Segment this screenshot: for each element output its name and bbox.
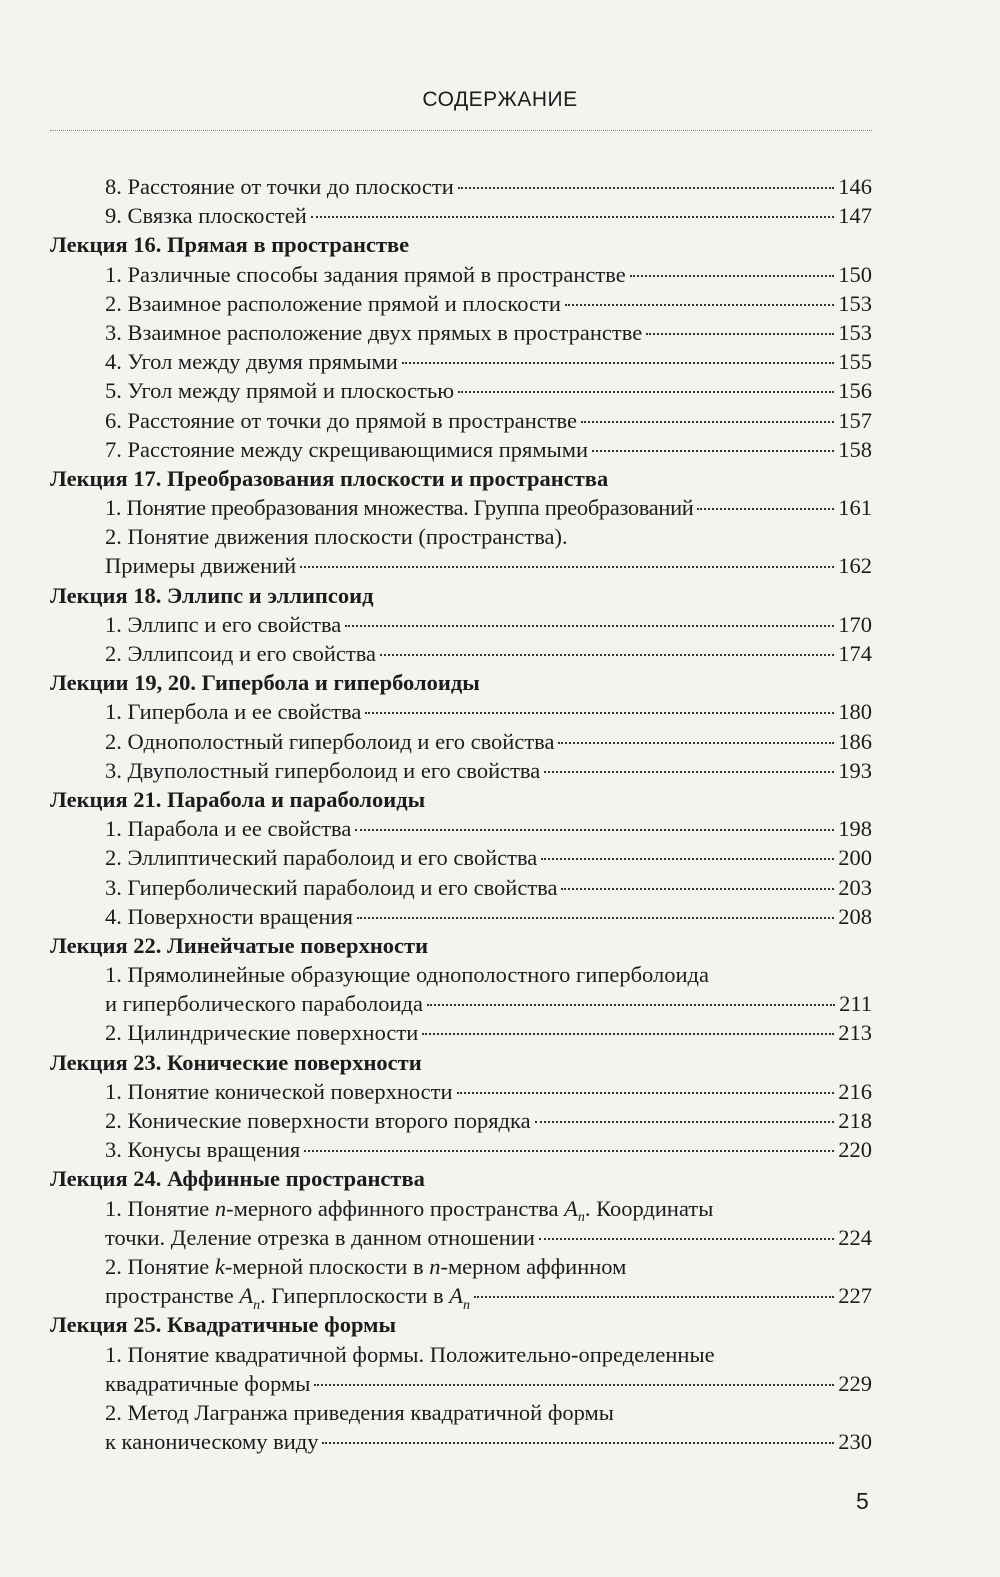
toc-entry-title: 1. Понятие конической поверхности — [105, 1078, 453, 1104]
toc-entry — [50, 727, 872, 756]
lecture-heading: Лекция 16. Прямая в пространстве — [50, 232, 410, 258]
dot-leader — [322, 1442, 834, 1444]
dot-leader — [365, 712, 834, 714]
toc-entry — [50, 201, 872, 230]
toc-entry-title: 1. Прямолинейные образующие однополостного гиперболоида — [105, 962, 709, 988]
toc-entry-title: 1. Понятие квадратичной формы. Положительно-определенные — [105, 1341, 715, 1367]
dot-leader — [539, 1238, 834, 1240]
dot-leader — [380, 654, 834, 656]
toc-entry — [50, 376, 872, 405]
toc-entry-title: 8. Расстояние от точки до плоскости — [105, 174, 454, 199]
toc-entry-title: 4. Угол между двумя прямыми — [105, 349, 398, 375]
toc-page-number: 216 — [838, 1078, 872, 1104]
math-variable: k — [214, 1253, 225, 1279]
toc-page-number: 158 — [838, 436, 872, 462]
toc-entry-title: 1. Различные способы задания прямой в пространстве — [105, 261, 626, 287]
dot-leader — [630, 275, 835, 277]
toc-page-number: 146 — [838, 174, 872, 199]
dot-leader — [300, 566, 834, 568]
dot-leader — [345, 625, 834, 627]
toc-entry — [50, 610, 872, 639]
dot-leader — [422, 1033, 834, 1035]
toc-page-number: 218 — [838, 1108, 872, 1133]
toc-entry-title — [50, 1194, 872, 1226]
toc-page-number: 147 — [838, 203, 872, 229]
lecture-heading: Лекция 21. Парабола и параболоиды — [50, 786, 426, 812]
dot-leader — [458, 391, 834, 393]
dot-leader — [402, 362, 834, 364]
dot-leader — [427, 1004, 835, 1006]
toc-entry — [50, 639, 872, 668]
toc-page-number: 208 — [838, 903, 872, 929]
dot-leader — [474, 1296, 834, 1298]
dot-leader — [355, 829, 834, 831]
dot-leader — [314, 1384, 834, 1386]
toc-page-number: 229 — [838, 1370, 872, 1396]
toc-page-number: 174 — [838, 641, 872, 666]
lecture-heading: Лекция 24. Аффинные пространства — [50, 1166, 425, 1192]
toc-page-number: 230 — [838, 1429, 872, 1455]
toc-page-number: 203 — [838, 874, 872, 900]
toc-entry — [50, 1369, 872, 1398]
toc-entry-continuation: квадратичные формы — [105, 1370, 311, 1396]
toc-entry — [50, 756, 872, 785]
running-head: СОДЕРЖАНИЕ — [422, 88, 578, 111]
toc-entry — [50, 260, 872, 289]
lecture-heading: Лекция 23. Конические поверхности — [50, 1049, 422, 1075]
text-part: пространстве — [105, 1283, 240, 1309]
dot-leader — [561, 888, 834, 890]
toc-entry-title — [50, 1252, 872, 1281]
toc-entry-title: 2. Понятие движения плоскости (пространства). — [105, 524, 568, 550]
header-rule — [50, 130, 872, 131]
toc-entry-continuation: к каноническому виду — [105, 1429, 319, 1455]
toc-entry-title: 2. Конические поверхности второго порядка — [105, 1108, 531, 1133]
toc-entry — [50, 697, 872, 726]
toc-entry — [50, 1281, 872, 1313]
toc-entry-title: 2. Однополостный гиперболоид и его свойства — [105, 728, 555, 754]
toc-entry-continuation: точки. Деление отрезка в данном отношении — [105, 1224, 535, 1250]
toc-entry-title: 9. Связка плоскостей — [105, 203, 307, 229]
text-part: -мерного аффинного пространства — [226, 1195, 565, 1221]
toc-page-number: 224 — [838, 1224, 872, 1250]
toc-entry-title: 5. Угол между прямой и плоскостью — [105, 378, 455, 404]
toc-entry — [50, 814, 872, 843]
toc-page-number: 180 — [838, 699, 872, 725]
toc-entry-title: 7. Расстояние между скрещивающимися прямыми — [105, 436, 588, 462]
toc-page-number: 211 — [839, 991, 872, 1017]
toc-page-number: 153 — [838, 290, 872, 316]
table-of-contents — [50, 172, 872, 1456]
dot-leader — [541, 858, 834, 860]
toc-entry — [50, 1223, 872, 1252]
math-variable: A — [564, 1195, 578, 1221]
text-part: -мерном аффинном — [440, 1253, 627, 1279]
text-part: . Координаты — [584, 1195, 714, 1221]
toc-entry — [50, 843, 872, 872]
lecture-heading: Лекции 19, 20. Гипербола и гиперболоиды — [50, 670, 480, 696]
toc-entry-title: 3. Конусы вращения — [105, 1137, 301, 1163]
toc-entry-title: 2. Эллиптический параболоид и его свойства — [105, 845, 538, 871]
toc-entry — [50, 902, 872, 931]
toc-entry — [50, 289, 872, 318]
toc-entry-title: 6. Расстояние от точки до прямой в пространстве — [105, 407, 578, 433]
toc-entry — [50, 551, 872, 580]
toc-entry — [50, 347, 872, 376]
toc-entry-title: 2. Цилиндрические поверхности — [105, 1020, 419, 1046]
toc-entry-continuation: и гиперболического параболоида — [105, 991, 423, 1017]
page-number: 5 — [856, 1488, 869, 1514]
toc-entry — [50, 406, 872, 435]
math-variable: A — [449, 1283, 464, 1309]
toc-entry-title: 2. Метод Лагранжа приведения квадратичной формы — [105, 1399, 614, 1425]
text-part: 1. Понятие — [105, 1195, 215, 1221]
text-part: -мерной плоскости в — [224, 1253, 430, 1279]
lecture-heading: Лекция 22. Линейчатые поверхности — [50, 932, 429, 958]
toc-page-number: 200 — [838, 845, 872, 871]
toc-entry — [50, 1135, 872, 1164]
dot-leader — [646, 333, 834, 335]
toc-entry-title: 3. Двуполостный гиперболоид и его свойства — [105, 757, 541, 783]
toc-page-number: 157 — [838, 407, 872, 433]
dot-leader — [558, 742, 834, 744]
toc-page-number: 162 — [838, 553, 872, 579]
toc-page-number: 150 — [838, 261, 872, 287]
math-variable: A — [239, 1283, 254, 1309]
toc-entry-title: 1. Парабола и ее свойства — [105, 816, 352, 842]
toc-entry — [50, 493, 872, 522]
toc-entry-title: 2. Эллипсоид и его свойства — [105, 641, 377, 666]
toc-page-number: 161 — [838, 495, 872, 521]
toc-page-number: 220 — [838, 1137, 872, 1163]
toc-entry — [50, 435, 872, 464]
lecture-heading: Лекция 18. Эллипс и эллипсоид — [50, 582, 374, 608]
toc-entry-title: 3. Взаимное расположение двух прямых в пространстве — [105, 319, 643, 345]
dot-leader — [592, 450, 834, 452]
dot-leader — [357, 917, 834, 919]
toc-entry-title: 4. Поверхности вращения — [105, 903, 353, 929]
toc-page-number: 193 — [838, 757, 872, 783]
text-part: 2. Понятие — [105, 1253, 215, 1279]
toc-entry-title: 1. Понятие преобразования множества. Группа преобразований — [105, 495, 694, 521]
toc-entry — [50, 1427, 872, 1456]
math-subscript: n — [253, 1297, 261, 1313]
toc-page-number: 186 — [838, 728, 872, 754]
math-variable: n — [429, 1253, 441, 1279]
toc-entry — [50, 172, 872, 201]
math-variable: n — [214, 1195, 227, 1221]
toc-page-number: 213 — [838, 1020, 872, 1046]
toc-entry-title: 3. Гиперболический параболоид и его свойства — [105, 874, 558, 900]
dot-leader — [458, 187, 835, 189]
lecture-heading: Лекция 17. Преобразования плоскости и пространства — [50, 465, 609, 491]
toc-page-number: 156 — [838, 378, 872, 404]
toc-entry-title: 2. Взаимное расположение прямой и плоскости — [105, 290, 561, 316]
toc-entry — [50, 873, 872, 902]
toc-entry — [50, 989, 872, 1018]
dot-leader — [581, 421, 834, 423]
toc-entry-title: 1. Гипербола и ее свойства — [105, 699, 362, 725]
math-subscript: n — [463, 1297, 471, 1313]
lecture-heading: Лекция 25. Квадратичные формы — [50, 1312, 397, 1338]
toc-entry — [50, 1106, 872, 1135]
math-subscript: n — [577, 1210, 585, 1226]
dot-leader — [457, 1092, 835, 1094]
toc-entry-title: 1. Эллипс и его свойства — [105, 611, 342, 637]
dot-leader — [304, 1150, 834, 1152]
toc-page-number: 227 — [838, 1283, 872, 1309]
dot-leader — [535, 1121, 835, 1123]
toc-entry-continuation: Примеры движений — [105, 553, 297, 579]
toc-entry — [50, 318, 872, 347]
toc-entry — [50, 1077, 872, 1106]
dot-leader — [565, 304, 834, 306]
text-part: . Гиперплоскости в — [260, 1283, 450, 1309]
toc-page-number: 153 — [838, 319, 872, 345]
dot-leader — [697, 508, 834, 510]
toc-entry — [50, 1018, 872, 1047]
toc-page-number: 170 — [838, 611, 872, 637]
dot-leader — [311, 216, 834, 218]
toc-page-number: 198 — [838, 816, 872, 842]
toc-page-number: 155 — [838, 349, 872, 375]
dot-leader — [544, 771, 834, 773]
